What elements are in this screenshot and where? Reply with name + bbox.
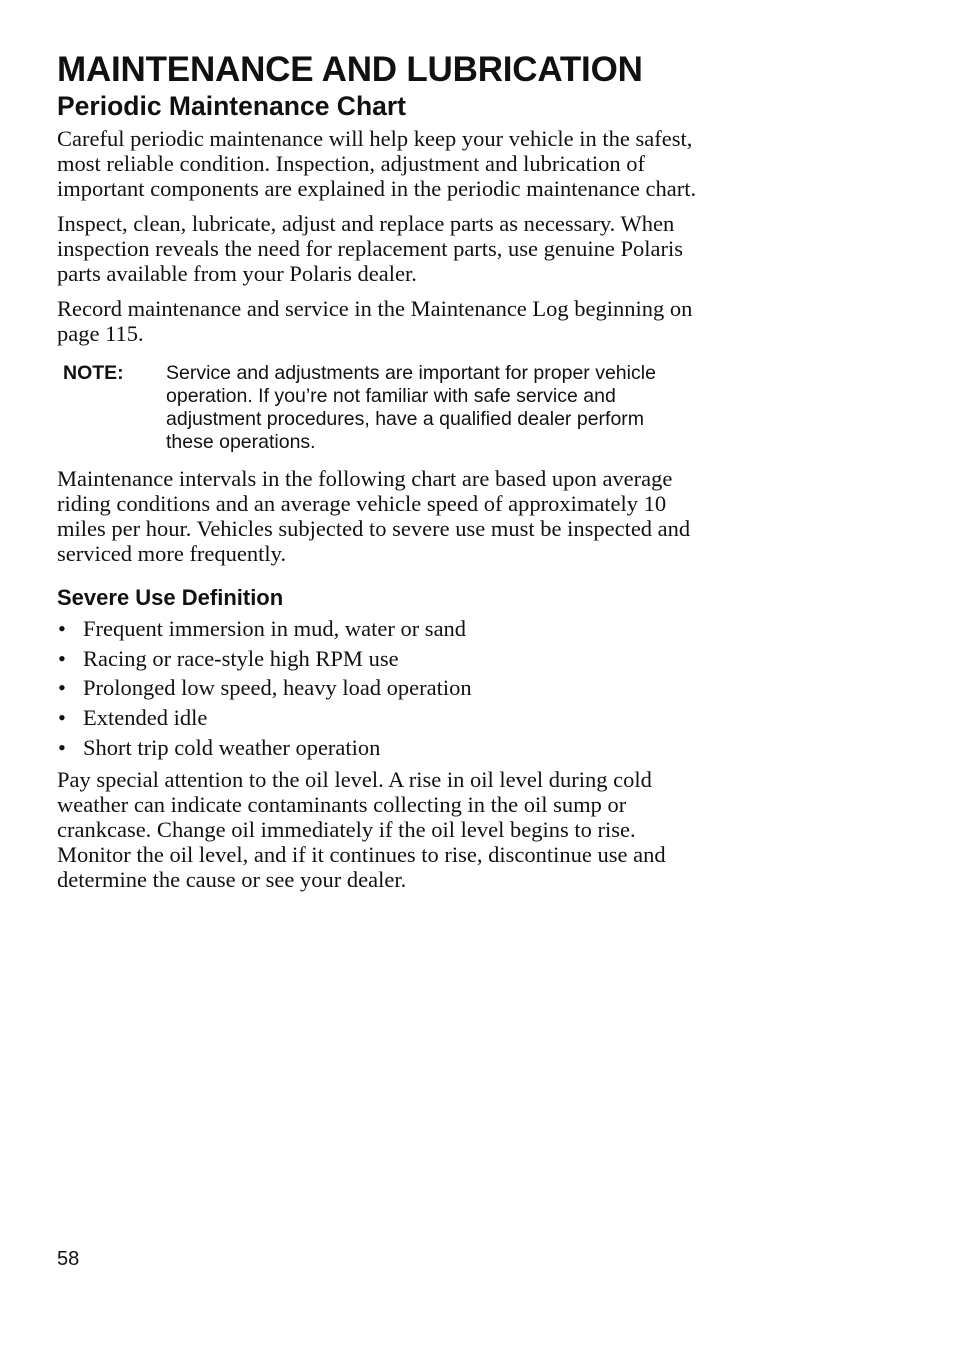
list-item-text: Racing or race-style high RPM use bbox=[83, 645, 399, 671]
bullet-icon: • bbox=[58, 705, 66, 731]
list-item bbox=[57, 733, 787, 763]
note-text: Service and adjustments are important for proper vehicle operation. If you’re not familiar with safe service and adjustment procedures, have a qualified dealer perform these operations. bbox=[166, 362, 656, 453]
severe-use-list bbox=[57, 614, 787, 763]
bullet-icon: • bbox=[58, 616, 66, 641]
bullet-icon: • bbox=[58, 675, 66, 701]
list-item bbox=[57, 614, 787, 644]
list-item-text: Prolonged low speed, heavy load operation bbox=[83, 675, 472, 701]
list-item bbox=[57, 673, 787, 703]
list-item bbox=[57, 703, 787, 733]
intervals-paragraph: Maintenance intervals in the following chart are based upon average riding conditions and an average vehicle speed of approximately 10 miles per hour. Vehicles subjected to severe use must be inspected and serviced more frequently. bbox=[57, 466, 691, 566]
oil-level-paragraph: Pay special attention to the oil level. A rise in oil level during cold weather can indicate contaminants collecting in the oil sump or crankcase. Change oil immediately if the oil level begins to rise. Monitor the oil level, and if it continues to rise, discontinue use and determine the cause or see your dealer. bbox=[57, 766, 666, 892]
note-label: NOTE: bbox=[63, 362, 124, 384]
bullet-icon: • bbox=[58, 734, 66, 760]
document-page bbox=[57, 50, 787, 902]
intro-paragraph-2: Inspect, clean, lubricate, adjust and replace parts as necessary. When inspection reveals the need for replacement parts, use genuine Polaris parts available from your Polaris dealer. bbox=[57, 211, 684, 286]
section-subtitle: Periodic Maintenance Chart bbox=[57, 91, 407, 121]
bullet-icon: • bbox=[58, 645, 66, 671]
list-item-text: Frequent immersion in mud, water or sand bbox=[83, 616, 467, 641]
severe-use-heading: Severe Use Definition bbox=[57, 585, 284, 610]
note-block bbox=[57, 362, 787, 454]
list-item-text: Extended idle bbox=[83, 705, 208, 731]
intro-paragraph-3: Record maintenance and service in the Maintenance Log beginning on page 115. bbox=[57, 296, 693, 346]
list-item bbox=[57, 644, 787, 674]
list-item-text: Short trip cold weather operation bbox=[83, 734, 381, 760]
intro-paragraph-1: Careful periodic maintenance will help keep your vehicle in the safest, most reliable condition. Inspection, adjustment and lubrication of important components are explained in the periodic maintenance chart. bbox=[57, 126, 697, 201]
page-title: MAINTENANCE AND LUBRICATION bbox=[57, 50, 643, 89]
page-number: 58 bbox=[57, 1248, 80, 1270]
